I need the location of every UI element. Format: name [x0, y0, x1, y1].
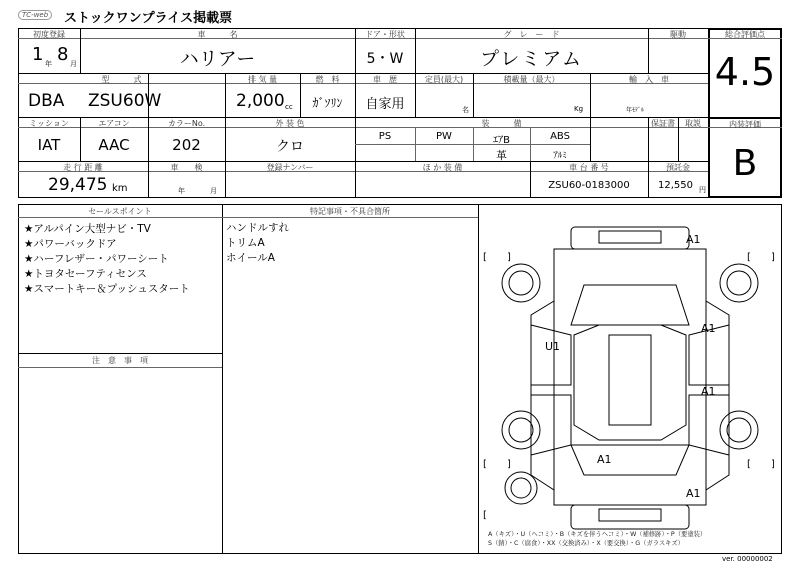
- special-notes-list: [226, 221, 289, 266]
- color-no-value: 202: [172, 136, 201, 154]
- legend-line: A（キズ）・U（ヘコミ）・B（キズを伴うヘコミ）・W（補修跡）・P（要塗装）: [488, 531, 707, 538]
- displacement-label: 排 気 量: [247, 75, 278, 84]
- inspection-month-unit: 月: [210, 187, 217, 195]
- model-year-unit: 年ﾓﾃﾞﾙ: [626, 107, 645, 114]
- equipment-label: 装 備: [481, 119, 522, 128]
- caution-label: 注 意 事 項: [92, 356, 148, 365]
- damage-legend: [488, 530, 706, 548]
- color-no-label: カラーNo.: [167, 119, 206, 128]
- svg-text:]: ]: [507, 459, 511, 470]
- car-name-label: 車 名: [197, 30, 238, 39]
- mileage-label: 走 行 距 離: [63, 163, 103, 172]
- load-label: 積載量（最大）: [503, 75, 560, 84]
- equip-abs: ABS: [550, 131, 570, 142]
- fuel-label: 燃 料: [315, 75, 340, 84]
- warranty-label: 保証書: [651, 119, 675, 128]
- version-label: ver. 00000002: [722, 555, 773, 563]
- capacity-label: 定員(最大): [424, 75, 464, 84]
- first-reg-label: 初度登録: [33, 30, 65, 39]
- interior-score-label: 内装評価: [729, 120, 761, 129]
- equip-alloy: ｱﾙﾐ: [553, 151, 567, 161]
- exterior-color-label: 外 装 色: [275, 119, 305, 128]
- overall-score-label: 総合評価点: [725, 30, 765, 39]
- svg-text:[: [: [747, 252, 751, 263]
- model-value: ZSU60W: [88, 91, 162, 111]
- special-notes-label: 特記事項・不具合箇所: [310, 207, 390, 216]
- list-item: ★スマートキー＆プッシュスタート: [24, 283, 190, 295]
- damage-a1-right-upper: A1: [701, 322, 716, 335]
- list-item: ★パワーバックドア: [24, 238, 117, 250]
- chassis-no-label: 車 台 番 号: [569, 163, 609, 172]
- svg-text:]: ]: [507, 252, 511, 263]
- reg-number-label: 登録ナンバー: [266, 163, 314, 172]
- svg-text:]: ]: [771, 252, 775, 263]
- damage-u1-roof: U1: [545, 340, 561, 353]
- damage-a1-rear: A1: [686, 233, 701, 246]
- aircon-label: エアコン: [98, 119, 130, 128]
- legend-line: S（錆）・C（腐食）・XX（交換済み）・X（要交換）・G（ガラスキズ）: [488, 540, 684, 547]
- svg-text:[: [: [483, 252, 487, 263]
- drive-label: 駆動: [670, 30, 686, 39]
- equip-airbag: ｴｱB: [493, 135, 510, 146]
- month-unit: 月: [70, 60, 77, 68]
- yen-unit: 円: [699, 186, 706, 194]
- persons-unit: 名: [462, 106, 469, 114]
- deposit-value: 12,550: [658, 180, 693, 191]
- list-item: ★アルパイン大型ナビ・TV: [24, 223, 151, 235]
- sales-points-list: [24, 222, 190, 297]
- mission-label: ミッション: [29, 119, 69, 128]
- svg-text:[: [: [747, 459, 751, 470]
- model-prefix-value: DBA: [28, 91, 65, 111]
- sales-points-label: セールスポイント: [88, 207, 152, 216]
- cc-unit: cc: [285, 103, 293, 111]
- fuel-value: ｶﾞｿﾘﾝ: [312, 96, 343, 110]
- manual-label: 取説: [685, 119, 701, 128]
- inspection-label: 車 検: [170, 163, 203, 172]
- import-car-label: 輸 入 車: [629, 75, 669, 84]
- grade-value: プレミアム: [480, 48, 583, 70]
- mileage-value: 29,475: [48, 175, 108, 195]
- sheet-title: ストックワンプライス掲載票: [64, 11, 233, 26]
- list-item: トリムA: [226, 237, 265, 249]
- svg-text:[: [: [483, 510, 487, 521]
- damage-a1-right-lower: A1: [701, 385, 716, 398]
- list-item: ホイールA: [226, 252, 275, 264]
- grade-label: グ レ ー ド: [503, 30, 560, 39]
- site-logo: TC-web: [18, 10, 52, 20]
- displacement-value: 2,000: [236, 91, 285, 111]
- deposit-label: 預託金: [666, 163, 690, 172]
- svg-text:]: ]: [771, 459, 775, 470]
- equip-pw: PW: [436, 131, 452, 142]
- km-unit: km: [112, 183, 128, 194]
- model-label: 型 式: [101, 75, 142, 84]
- car-damage-diagram: [479, 205, 781, 553]
- aircon-value: AAC: [98, 136, 130, 154]
- equip-ps: PS: [378, 131, 392, 142]
- interior-score-value: B: [732, 143, 758, 184]
- car-type-value: 自家用: [365, 97, 405, 112]
- other-equipment-label: ほ か 装 備: [422, 163, 463, 172]
- chassis-no-value: ZSU60-0183000: [548, 180, 630, 191]
- door-shape-label: ドア・形状: [365, 30, 405, 39]
- first-reg-year: 1: [32, 44, 44, 65]
- exterior-color-value: クロ: [276, 139, 304, 155]
- door-shape-value: 5・W: [366, 51, 404, 67]
- list-item: ★トヨタセーフティセンス: [24, 268, 147, 280]
- year-unit: 年: [45, 60, 52, 68]
- kg-unit: Kg: [574, 105, 584, 113]
- damage-a1-bonnet: A1: [597, 453, 612, 466]
- list-item: ★ハーフレザー・パワーシート: [24, 253, 169, 265]
- mission-value: IAT: [37, 136, 61, 154]
- car-type-label: 車 歴: [373, 75, 397, 84]
- list-item: ハンドルすれ: [226, 222, 289, 234]
- first-reg-month: 8: [57, 44, 69, 65]
- damage-a1-front: A1: [686, 487, 701, 500]
- overall-score-value: 4.5: [714, 50, 776, 94]
- inspection-year-unit: 年: [178, 187, 185, 195]
- svg-text:[: [: [483, 459, 487, 470]
- car-name-value: ハリアー: [179, 48, 256, 70]
- equip-leather: 革: [496, 149, 507, 162]
- tyres: [502, 264, 758, 504]
